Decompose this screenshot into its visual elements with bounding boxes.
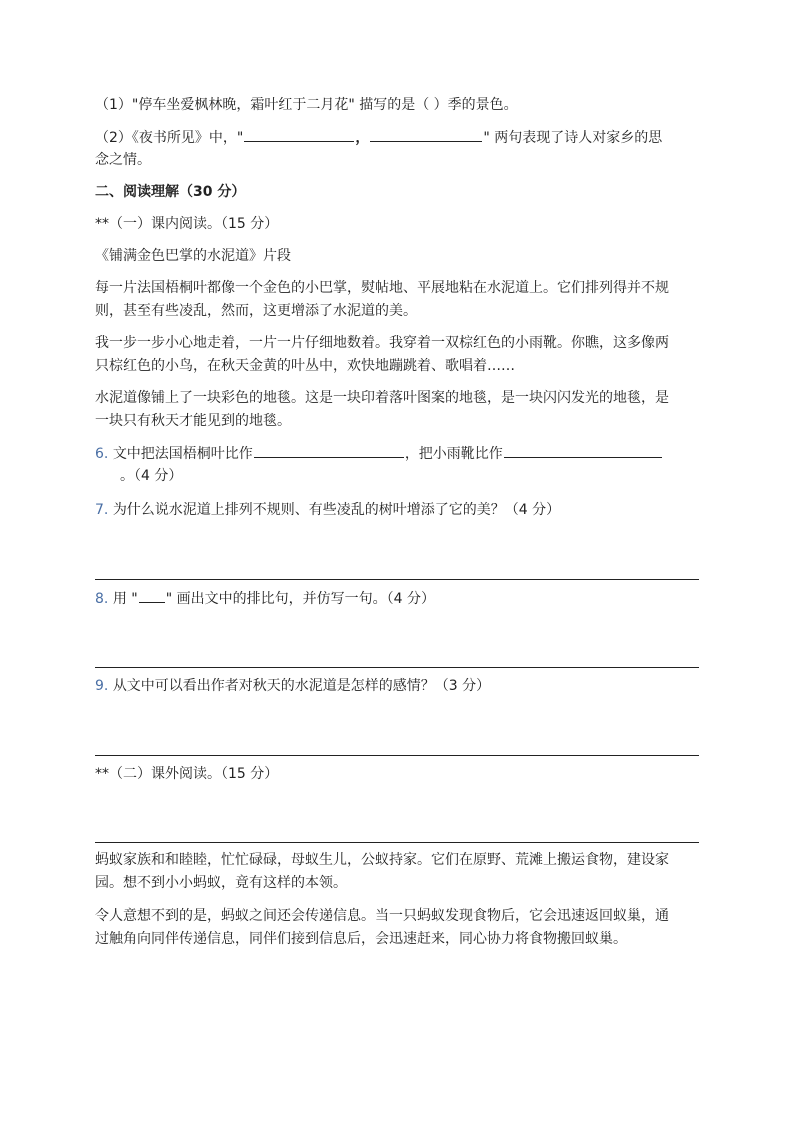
answer-blank[interactable] [370, 127, 482, 142]
answer-line[interactable] [95, 667, 699, 668]
question-text: 从文中可以看出作者对秋天的水泥道是怎样的感情？（3 分） [112, 678, 491, 694]
section-heading: 二、阅读理解（30 分） [95, 184, 246, 200]
answer-line[interactable] [95, 755, 699, 756]
passage-line: 令人意想不到的是，蚂蚁之间还会传递信息。当一只蚂蚁发现食物后，它会迅速返回蚁巢，通 [95, 908, 669, 924]
passage-line: 水泥道像铺上了一块彩色的地毯。这是一块印着落叶图案的地毯，是一块闪闪发光的地毯，是 [95, 390, 669, 406]
question-text: " 画出文中的排比句，并仿写一句。（4 分） [165, 591, 435, 607]
passage-line: 每一片法国梧桐叶都像一个金色的小巴掌，熨帖地、平展地粘在水泥道上。它们排列得并不规 [95, 280, 669, 296]
passage-line: 我一步一步小心地走着，一片一片仔细地数着。我穿着一双棕红色的小雨靴。你瞧，这多像两 [95, 335, 669, 351]
question-text: ，把小雨靴比作 [404, 446, 503, 462]
answer-blank[interactable] [504, 443, 662, 458]
question-text: 用 " [112, 591, 138, 607]
question-8 [95, 588, 435, 609]
fill-question-2-cont: 念之情。 [95, 152, 151, 168]
passage-line: 一块只有秋天才能见到的地毯。 [95, 413, 291, 429]
fill-q2-comma: ， [355, 130, 370, 146]
passage-title: 《铺满金色巴掌的水泥道》片段 [95, 248, 291, 264]
fill-question-1: （1）"停车坐爱枫林晚，霜叶红于二月花" 描写的是（ ）季的景色。 [95, 97, 518, 113]
fill-question-2 [95, 127, 662, 148]
part1-heading: **（一）课内阅读。（15 分） [95, 216, 279, 232]
question-number: 7. [95, 502, 109, 518]
question-7 [95, 500, 560, 520]
answer-blank[interactable] [244, 127, 354, 142]
passage-line: 园。想不到小小蚂蚁，竟有这样的本领。 [95, 875, 347, 891]
fill-q2-before: （2）《夜书所见》中，" [95, 130, 244, 146]
question-text: 为什么说水泥道上排列不规则、有些凌乱的树叶增添了它的美？（4 分） [112, 502, 561, 518]
answer-line[interactable] [95, 579, 699, 580]
passage-line: 过触角向同伴传递信息，同伴们接到信息后，会迅速赶来，同心协力将食物搬回蚁巢。 [95, 931, 627, 947]
question-9 [95, 676, 490, 696]
question-number: 8. [95, 591, 109, 607]
underline-sample [139, 588, 165, 603]
question-number: 6. [95, 446, 109, 462]
answer-blank[interactable] [254, 443, 404, 458]
part2-heading: **（二）课外阅读。（15 分） [95, 766, 279, 782]
passage-line: 蚂蚁家族和和睦睦，忙忙碌碌，母蚁生儿，公蚁持家。它们在原野、荒滩上搬运食物，建设家 [95, 852, 669, 868]
question-number: 9. [95, 678, 109, 694]
passage-line: 只棕红色的小鸟，在秋天金黄的叶丛中，欢快地蹦跳着、歌唱着…… [95, 358, 515, 374]
question-text: 文中把法国梧桐叶比作 [112, 446, 253, 462]
question-6-cont: 。（4 分） [120, 468, 183, 484]
question-6 [95, 443, 663, 464]
divider-line [95, 842, 699, 843]
fill-q2-after: " 两句表现了诗人对家乡的思 [483, 130, 663, 146]
passage-line: 则，甚至有些凌乱，然而，这更增添了水泥道的美。 [95, 303, 417, 319]
